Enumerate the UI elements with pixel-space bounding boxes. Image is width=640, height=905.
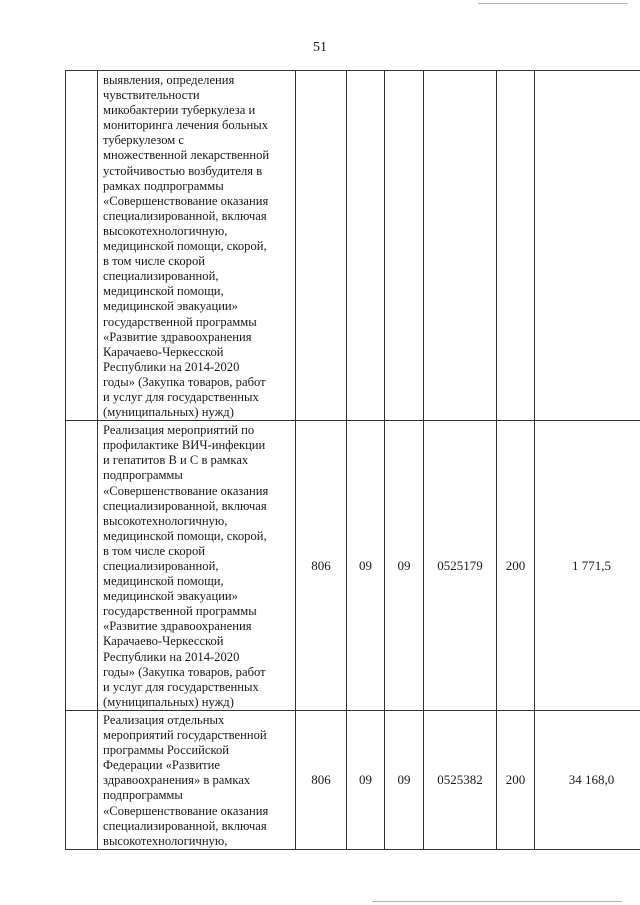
section-code: 09 xyxy=(347,710,385,849)
name-line: множественной лекарственной xyxy=(103,148,270,163)
name-line: чувствительности xyxy=(103,88,200,103)
row-number-cell xyxy=(66,710,98,849)
name-line: специализированной, включая xyxy=(103,818,267,833)
name-line: и услуг для государственных xyxy=(103,389,259,404)
name-line: специализированной, включая xyxy=(103,208,267,223)
expense-type-code: 200 xyxy=(497,710,535,849)
target-article-code: 0525382 xyxy=(424,710,497,849)
target-article-code xyxy=(424,71,497,421)
name-line: Карачаево-Черкесской xyxy=(103,344,224,359)
expense-name-cell xyxy=(98,71,296,421)
name-line: Федерации «Развитие xyxy=(103,758,221,773)
name-line: Карачаево-Черкесской xyxy=(103,634,224,649)
grbs-code xyxy=(296,71,347,421)
name-line: микобактерии туберкулеза и xyxy=(103,103,256,118)
name-line: туберкулезом с xyxy=(103,133,184,148)
name-line: (муниципальных) нужд) xyxy=(103,405,234,420)
grbs-code: 806 xyxy=(296,710,347,849)
name-line: специализированной, xyxy=(103,269,219,284)
name-line: годы» (Закупка товаров, работ xyxy=(103,664,266,679)
name-line: Реализация мероприятий по xyxy=(103,423,255,438)
section-code xyxy=(347,71,385,421)
name-line: подпрограммы xyxy=(103,468,183,483)
name-line: «Совершенствование оказания xyxy=(103,803,269,818)
budget-table xyxy=(65,70,640,850)
name-line: и услуг для государственных xyxy=(103,679,259,694)
name-line: и гепатитов В и С в рамках xyxy=(103,453,249,468)
name-line: в том числе скорой xyxy=(103,254,205,269)
name-line: устойчивостью возбудителя в xyxy=(103,163,263,178)
name-line: Реализация отдельных xyxy=(103,712,225,727)
name-line: «Совершенствование оказания xyxy=(103,483,269,498)
name-line: медицинской помощи, скорой, xyxy=(103,528,267,543)
scan-artifact-top xyxy=(478,3,628,4)
row-number-cell xyxy=(66,421,98,711)
name-line: мониторинга лечения больных xyxy=(103,118,269,133)
name-line: высокотехнологичную, xyxy=(103,833,228,848)
name-line: выявления, определения xyxy=(103,73,235,87)
name-line: медицинской помощи, xyxy=(103,284,224,299)
expense-name-cell xyxy=(98,421,296,711)
name-line: медицинской помощи, скорой, xyxy=(103,239,267,254)
name-line: высокотехнологичную, xyxy=(103,513,228,528)
name-line: в том числе скорой xyxy=(103,543,205,558)
name-line: «Совершенствование оказания xyxy=(103,193,269,208)
table-row xyxy=(66,421,640,711)
name-line: государственной программы xyxy=(103,604,257,619)
name-line: мероприятий государственной xyxy=(103,728,267,743)
row-number-cell xyxy=(66,71,98,421)
name-line: «Развитие здравоохранения xyxy=(103,329,252,344)
subsection-code: 09 xyxy=(385,710,424,849)
grbs-code: 806 xyxy=(296,421,347,711)
name-line: здравоохранения» в рамках xyxy=(103,773,251,788)
name-line: медицинской эвакуации» xyxy=(103,589,238,604)
name-line: медицинской эвакуации» xyxy=(103,299,238,314)
subsection-code xyxy=(385,71,424,421)
name-line: подпрограммы xyxy=(103,788,183,803)
section-code: 09 xyxy=(347,421,385,711)
amount-value: 34 168,0 xyxy=(535,710,640,849)
table-row xyxy=(66,71,640,421)
expense-name-cell xyxy=(98,710,296,849)
subsection-code: 09 xyxy=(385,421,424,711)
name-line: специализированной, xyxy=(103,559,219,573)
target-article-code: 0525179 xyxy=(424,421,497,711)
name-line: (муниципальных) нужд) xyxy=(103,694,234,709)
name-line: Республики на 2014-2020 xyxy=(103,359,240,374)
expense-type-code: 200 xyxy=(497,421,535,711)
name-line: медицинской помощи, xyxy=(103,574,224,589)
name-line: государственной программы xyxy=(103,314,257,329)
name-line: программы Российской xyxy=(103,743,229,758)
scan-artifact-bottom xyxy=(372,901,622,902)
amount-value xyxy=(535,71,640,421)
name-line: рамках подпрограммы xyxy=(103,178,224,193)
amount-value: 1 771,5 xyxy=(535,421,640,711)
name-line: «Развитие здравоохранения xyxy=(103,619,252,634)
name-line: специализированной, включая xyxy=(103,498,267,513)
page-number: 51 xyxy=(313,40,327,55)
name-line: профилактике ВИЧ-инфекции xyxy=(103,438,266,453)
name-line: высокотехнологичную, xyxy=(103,223,228,238)
expense-type-code xyxy=(497,71,535,421)
table-row xyxy=(66,710,640,849)
name-line: годы» (Закупка товаров, работ xyxy=(103,374,266,389)
name-line: Республики на 2014-2020 xyxy=(103,649,240,664)
